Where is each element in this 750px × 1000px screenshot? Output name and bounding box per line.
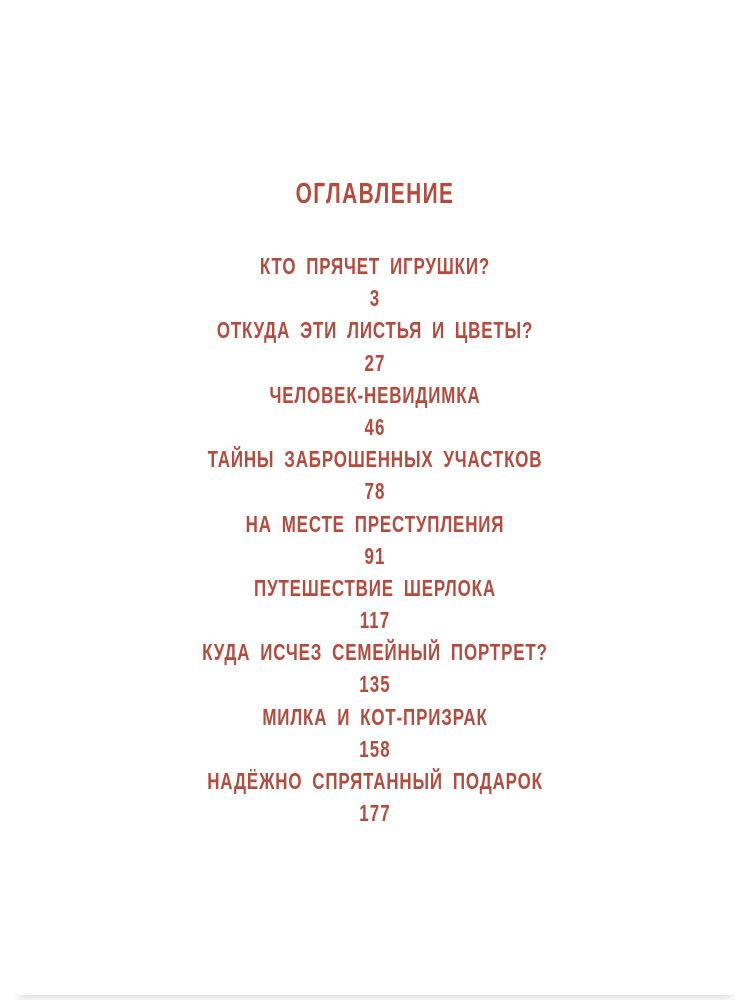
toc-entry <box>0 508 750 572</box>
toc-entry <box>0 250 750 314</box>
chapter-page-number: 177 <box>359 800 391 827</box>
chapter-title: КУДА ИСЧЕЗ СЕМЕЙНЫЙ ПОРТРЕТ? <box>202 639 548 666</box>
chapter-page-number: 117 <box>359 607 391 634</box>
toc-entry <box>0 443 750 507</box>
chapter-title: ОТКУДА ЭТИ ЛИСТЬЯ И ЦВЕТЫ? <box>216 317 534 344</box>
toc-entry <box>0 379 750 443</box>
toc-list <box>0 250 750 829</box>
toc-entry <box>0 765 750 829</box>
chapter-title: ТАЙНЫ ЗАБРОШЕННЫХ УЧАСТКОВ <box>207 446 543 473</box>
toc-entry <box>0 636 750 700</box>
chapter-title: КТО ПРЯЧЕТ ИГРУШКИ? <box>259 253 491 279</box>
chapter-page-number: 78 <box>364 478 386 505</box>
page-title: ОГЛАВЛЕНИЕ <box>295 178 455 210</box>
chapter-page-number: 91 <box>364 542 386 569</box>
page-bottom-shadow <box>14 981 736 995</box>
toc-entry <box>0 572 750 636</box>
toc-entry <box>0 701 750 765</box>
chapter-title: ПУТЕШЕСТВИЕ ШЕРЛОКА <box>254 574 496 601</box>
chapter-page-number: 135 <box>359 671 391 698</box>
chapter-page-number: 158 <box>359 735 391 762</box>
chapter-title: НА МЕСТЕ ПРЕСТУПЛЕНИЯ <box>245 510 505 537</box>
chapter-title: НАДЁЖНО СПРЯТАННЫЙ ПОДАРОК <box>207 768 543 794</box>
chapter-page-number: 3 <box>369 285 381 312</box>
chapter-title: ЧЕЛОВЕК-НЕВИДИМКА <box>269 381 481 408</box>
toc-entry <box>0 314 750 378</box>
chapter-page-number: 27 <box>364 349 386 376</box>
chapter-title: МИЛКА И КОТ-ПРИЗРАК <box>262 703 488 730</box>
chapter-page-number: 46 <box>364 413 386 440</box>
